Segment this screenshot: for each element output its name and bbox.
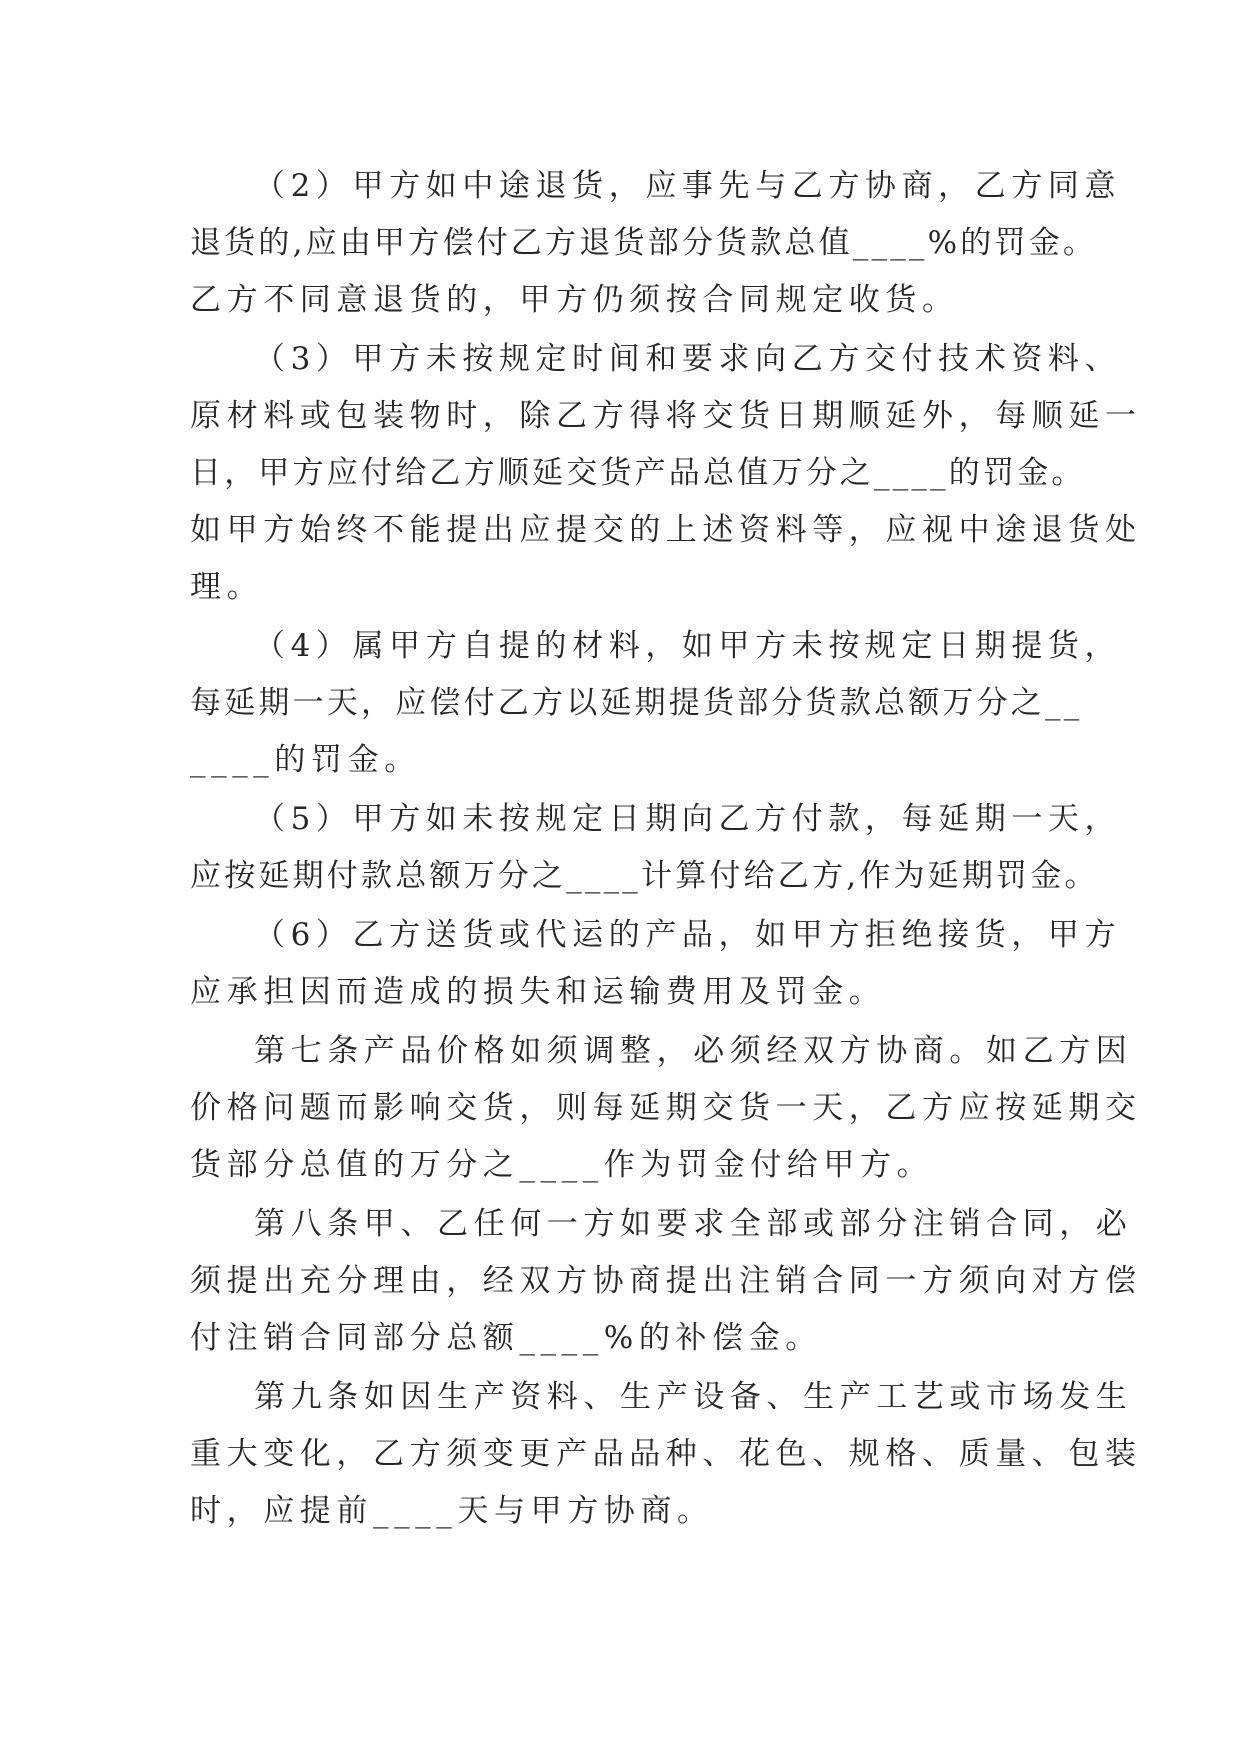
paragraph-line: （2）甲方如中途退货，应事先与乙方协商，乙方同意	[254, 168, 1122, 204]
paragraph-line: （6）乙方送货或代运的产品，如甲方拒绝接货，甲方	[254, 917, 1122, 953]
paragraph-line: 应承担因而造成的损失和运输费用及罚金。	[190, 974, 886, 1010]
paragraph-line: 每延期一天，应偿付乙方以延期提货部分货款总额万分之__	[190, 685, 1083, 721]
paragraph-line: 第七条产品价格如须调整，必须经双方协商。如乙方因	[254, 1033, 1133, 1069]
paragraph-line: 第九条如因生产资料、生产设备、生产工艺或市场发生	[254, 1379, 1133, 1415]
paragraph-line: （4）属甲方自提的材料，如甲方未按规定日期提货，	[254, 628, 1122, 664]
paragraph-line: 货部分总值的万分之____作为罚金付给甲方。	[190, 1147, 934, 1183]
paragraph-line: 乙方不同意退货的，甲方仍须按合同规定收货。	[190, 282, 959, 318]
paragraph-line: 理。	[190, 569, 264, 605]
paragraph-line: 重大变化，乙方须变更产品品种、花色、规格、质量、包装	[190, 1436, 1142, 1472]
paragraph-line: 日，甲方应付给乙方顺延交货产品总值万分之____的罚金。	[190, 455, 1086, 491]
paragraph-line: 付注销合同部分总额____%的补偿金。	[190, 1320, 822, 1356]
paragraph-line: ____的罚金。	[190, 742, 421, 778]
paragraph-line: （5）甲方如未按规定日期向乙方付款，每延期一天，	[254, 801, 1122, 837]
paragraph-line: 退货的,应由甲方偿付乙方退货部分货款总值____%的罚金。	[190, 225, 1098, 261]
paragraph-line: 须提出充分理由，经双方协商提出注销合同一方须向对方偿	[190, 1263, 1142, 1299]
paragraph-line: 原材料或包装物时，除乙方得将交货日期顺延外，每顺延一	[190, 398, 1142, 434]
paragraph-line: 如甲方始终不能提出应提交的上述资料等，应视中途退货处	[190, 512, 1142, 548]
paragraph-line: 第八条甲、乙任何一方如要求全部或部分注销合同，必	[254, 1206, 1133, 1242]
paragraph-line: 应按延期付款总额万分之____计算付给乙方,作为延期罚金。	[190, 858, 1099, 894]
paragraph-line: 时，应提前____天与甲方协商。	[190, 1493, 714, 1529]
paragraph-line: 价格问题而影响交货，则每延期交货一天，乙方应按延期交	[190, 1090, 1142, 1126]
paragraph-line: （3）甲方未按规定时间和要求向乙方交付技术资料、	[254, 341, 1122, 377]
